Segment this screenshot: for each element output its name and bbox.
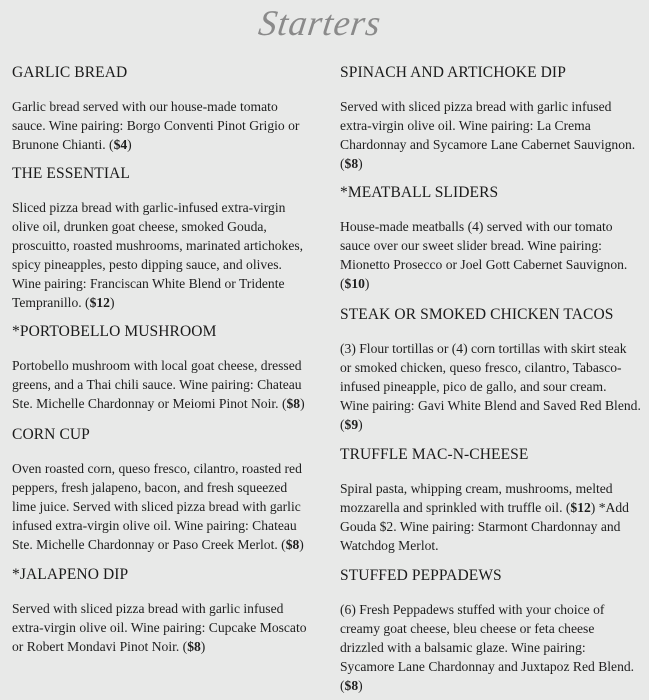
item-price: $8 <box>286 396 301 411</box>
item-description: (3) Flour tortillas or (4) corn tortillas with skirt steak or smoked chicken, queso fresco, cilantro, Tabasco- infused pineapple, pico de gallo, and sour cream. Wine pairing: Gavi White Blend and Saved Red Blend. ($9) <box>340 341 641 432</box>
item-name: STEAK OR SMOKED CHICKEN TACOS <box>340 306 614 323</box>
item-description: Garlic bread served with our house-made tomato sauce. Wine pairing: Borgo Conventi Pinot Grigio or Brunone Chianti. ($4) <box>12 99 300 152</box>
section-title-text: Starters <box>256 3 385 43</box>
item-price: $4 <box>113 137 128 152</box>
item-name: GARLIC BREAD <box>12 64 128 81</box>
item-name: CORN CUP <box>12 426 90 443</box>
menu-item-jalapeno-dip <box>12 565 324 656</box>
item-description: Portobello mushroom with local goat cheese, dressed greens, and a Thai chili sauce. Wine pairing: Chateau Ste. Michelle Chardonnay or Meiomi Pinot Noir. ($8) <box>12 358 305 411</box>
item-name: *PORTOBELLO MUSHROOM <box>12 323 217 340</box>
item-description: Oven roasted corn, queso fresco, cilantro, roasted red peppers, fresh jalapeno, bacon, and fresh squeezed lime juice. Served with sliced pizza bread with garlic infused extra-virgin olive oil. Wine pairing: Chateau Ste. Michelle Chardonnay or Paso Creek Merlot. ($8) <box>12 461 304 552</box>
item-name: TRUFFLE MAC-N-CHEESE <box>340 446 529 463</box>
item-price: $8 <box>285 537 300 552</box>
menu-item-truffle-mac-n-cheese <box>340 445 645 555</box>
item-description: Served with sliced pizza bread with garlic infused extra-virgin olive oil. Wine pairing: Cupcake Moscato or Robert Mondavi Pinot Noir. ($8) <box>12 601 307 654</box>
item-description: House-made meatballs (4) served with our tomato sauce over our sweet slider bread. Wine pairing: Mionetto Prosecco or Joel Gott Cabernet Sauvignon. ($10) <box>340 219 628 291</box>
menu-item-spinach-artichoke-dip <box>340 63 645 173</box>
menu-item-the-essential <box>12 164 324 312</box>
menu-item-steak-chicken-tacos <box>340 305 645 434</box>
item-name: *MEATBALL SLIDERS <box>340 184 499 201</box>
item-description: Served with sliced pizza bread with garlic infused extra-virgin olive oil. Wine pairing: La Crema Chardonnay and Sycamore Lane Cabernet Sauvignon. ($8) <box>340 99 636 171</box>
menu-item-corn-cup <box>12 425 324 554</box>
item-description: Spiral pasta, whipping cream, mushrooms, melted mozzarella and sprinkled with truffle oil. ($12) *Add Gouda $2. Wine pairing: Starmont Chardonnay and Watchdog Merlot. <box>340 481 629 553</box>
item-price: $9 <box>344 417 359 432</box>
item-description: (6) Fresh Peppadews stuffed with your choice of creamy goat cheese, bleu cheese or feta cheese drizzled with a balsamic glaze. Wine pairing: Sycamore Lane Chardonnay and Juxtapoz Red Blend. ($8) <box>340 602 635 693</box>
item-price: $8 <box>187 639 201 654</box>
item-price: $8 <box>344 678 359 693</box>
item-description: Sliced pizza bread with garlic-infused extra-virgin olive oil, drunken goat cheese, smoked Gouda, proscuitto, roasted mushrooms, marinated artichokes, spicy pineapples, pesto dipping sauce, and olives. Wine pairing: Franciscan White Blend or Tridente Tempranillo. ($12) <box>12 200 304 310</box>
menu-item-meatball-sliders <box>340 183 645 293</box>
item-price: $8 <box>344 156 359 171</box>
item-price: $12 <box>89 295 110 310</box>
item-price: $12 <box>570 500 591 515</box>
item-name: *JALAPENO DIP <box>12 566 129 583</box>
item-price: $10 <box>344 276 365 291</box>
menu-section-title <box>0 0 649 50</box>
menu-item-stuffed-peppadews <box>340 566 645 695</box>
item-name: STUFFED PEPPADEWS <box>340 567 502 584</box>
item-name: THE ESSENTIAL <box>12 165 130 182</box>
menu-item-portobello-mushroom <box>12 322 324 413</box>
menu-item-garlic-bread <box>12 63 324 154</box>
item-name: SPINACH AND ARTICHOKE DIP <box>340 64 566 81</box>
